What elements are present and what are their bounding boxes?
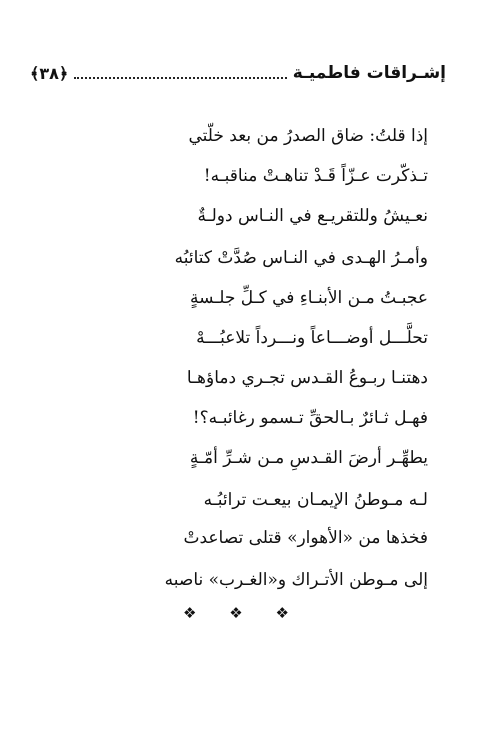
- verse-line-6: تحلَّـــل أوضـــاعاً ونـــرداً تلاعبُـــهْ: [196, 328, 428, 348]
- section-end-ornament: ❖ ❖ ❖: [183, 604, 303, 622]
- running-title: إشـراقات فاطميـة: [292, 63, 446, 83]
- verse-line-12: إلى مـوطن الأتـراك و«الغـرب» ناصبه: [164, 570, 428, 590]
- verse-line-10: لـه مـوطنُ الإيمـان بيعـت ترائبُـه: [203, 490, 428, 510]
- verse-line-8: فهـل ثـائرٌ بـالحقِّ تـسمو رغائبـه؟!: [192, 408, 428, 428]
- verse-line-7: دهتنـا ربـوعُ القـدس تجـري دماؤهـا: [186, 368, 428, 388]
- verse-line-2: تـذكّرت عـزّاً قَـدْ تناهـتْ مناقبـه!: [203, 166, 428, 186]
- verse-line-9: يطهِّـر أرضَ القـدسِ مـن شـرِّ أمّـةٍ: [189, 448, 428, 468]
- verse-line-11: فخذها من «الأهوار» قتلى تصاعدتْ: [183, 528, 428, 548]
- page-number: ﴿٣٨﴾: [30, 63, 69, 83]
- verse-line-5: عجبـتُ مـن الأبنـاءِ في كـلِّ جلـسةٍ: [189, 288, 428, 308]
- header-dotted-leader: [74, 77, 286, 79]
- page-header: [30, 58, 446, 88]
- verse-line-3: نعـيشُ وللتقريـع في النـاس دولـةٌ: [197, 206, 428, 226]
- verse-line-4: وأمـرُ الهـدى في النـاس صُدَّتْ كتائبُه: [174, 248, 428, 268]
- verse-line-1: إذا قلتُ: ضاق الصدرُ من بعد خلّتي: [188, 126, 428, 146]
